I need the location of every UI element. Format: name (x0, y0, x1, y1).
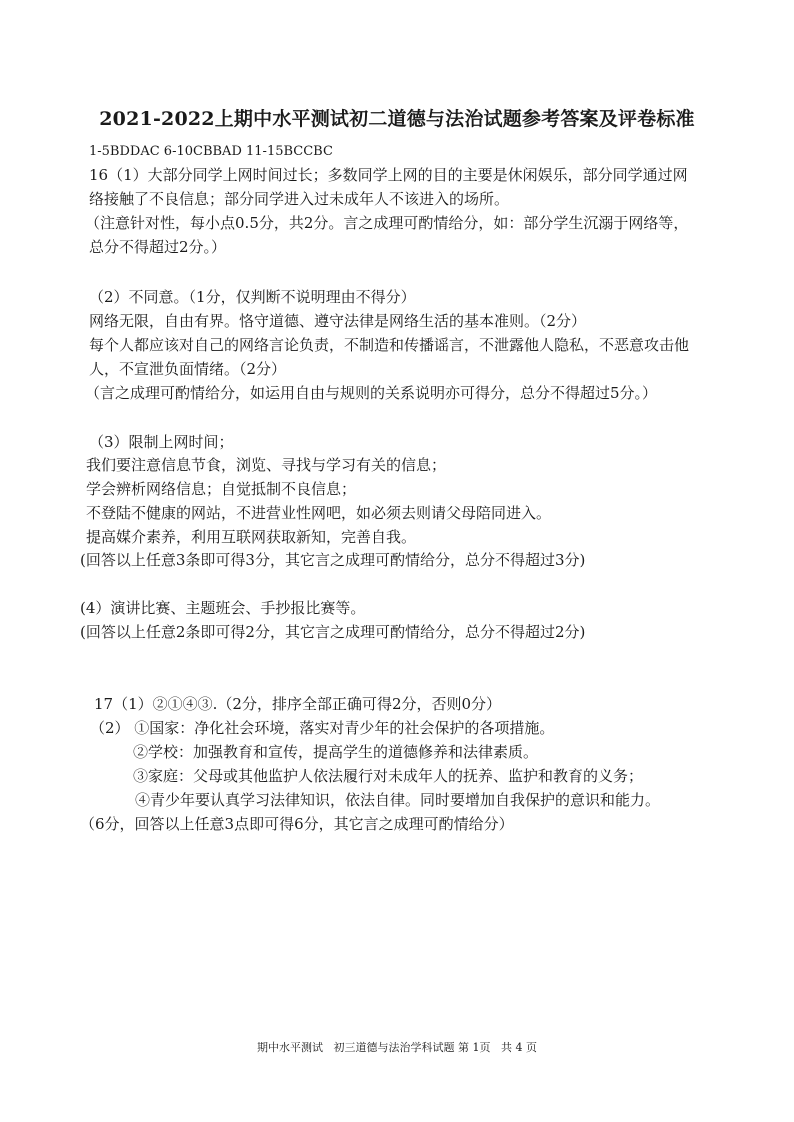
q16-part1-note-line1: （注意针对性，每小点0.5分，共2分。言之成理可酌情给分，如：部分学生沉溺于网络等， (85, 214, 689, 232)
q16-part3-line3: 学会辨析网络信息；自觉抵制不良信息； (86, 480, 357, 498)
q17-part1: 17（1）②①④③.（2分，排序全部正确可得2分，否则0分） (94, 695, 502, 713)
q17-part2-line3: ③家庭：父母或其他监护人依法履行对未成年人的抚养、监护和教育的义务； (133, 767, 644, 785)
choice-answers: 1-5BDDAC 6-10CBBAD 11-15BCCBC (89, 144, 333, 159)
q17-part2-line2: ②学校：加强教育和宣传，提高学生的道德修养和法律素质。 (133, 743, 539, 761)
q16-part4-line1: (4）演讲比赛、主题班会、手抄报比赛等。 (80, 599, 366, 617)
q16-part1-note-line2: 总分不得超过2分。） (89, 238, 227, 256)
q16-part3-line1: （3）限制上网时间； (89, 433, 234, 451)
q16-part1-line1: 16（1）大部分同学上网时间过长；多数同学上网的目的主要是休闲娱乐，部分同学通过网 (89, 166, 688, 184)
q16-part2-line2: 网络无限，自由有界。恪守道德、遵守法律是网络生活的基本准则。（2分） (89, 312, 587, 330)
q16-part1-line2: 络接触了不良信息；部分同学进入过未成年人不该进入的场所。 (89, 190, 510, 208)
page-title: 2021-2022上期中水平测试初二道德与法治试题参考答案及评卷标准 (99, 108, 695, 130)
q16-part3-line4: 不登陆不健康的网站，不进营业性网吧，如必须去则请父母陪同进入。 (86, 504, 552, 522)
q16-part4-note: (回答以上任意2条即可得2分，其它言之成理可酌情给分，总分不得超过2分) (80, 623, 586, 641)
q17-part2-line1: （2） ①国家：净化社会环境，落实对青少年的社会保护的各项措施。 (90, 719, 555, 737)
q17-part2-line4: ④青少年要认真学习法律知识，依法自律。同时要增加自我保护的意识和能力。 (135, 791, 661, 809)
q16-part2-line3: 每个人都应该对自己的网络言论负责，不制造和传播谣言，不泄露他人隐私，不恶意攻击他 (89, 336, 690, 354)
q16-part3-line2: 我们要注意信息节食，浏览、寻找与学习有关的信息； (86, 456, 447, 474)
q16-part3-note: (回答以上任意3条即可得3分，其它言之成理可酌情给分，总分不得超过3分) (80, 551, 586, 569)
q16-part3-line5: 提高媒介素养，利用互联网获取新知，完善自我。 (86, 528, 417, 546)
q16-part2-line4: 人，不宣泄负面情绪。（2分） (89, 360, 287, 378)
q16-part2-line1: （2）不同意。（1分，仅判断不说明理由不得分） (89, 288, 416, 306)
q17-part2-note: （6分，回答以上任意3点即可得6分，其它言之成理可酌情给分） (80, 815, 514, 833)
page-footer: 期中水平测试 初三道德与法治学科试题 第 1页 共 4 页 (257, 1041, 537, 1054)
q16-part2-note: （言之成理可酌情给分，如运用自由与规则的关系说明亦可得分，总分不得超过5分。） (85, 384, 658, 402)
